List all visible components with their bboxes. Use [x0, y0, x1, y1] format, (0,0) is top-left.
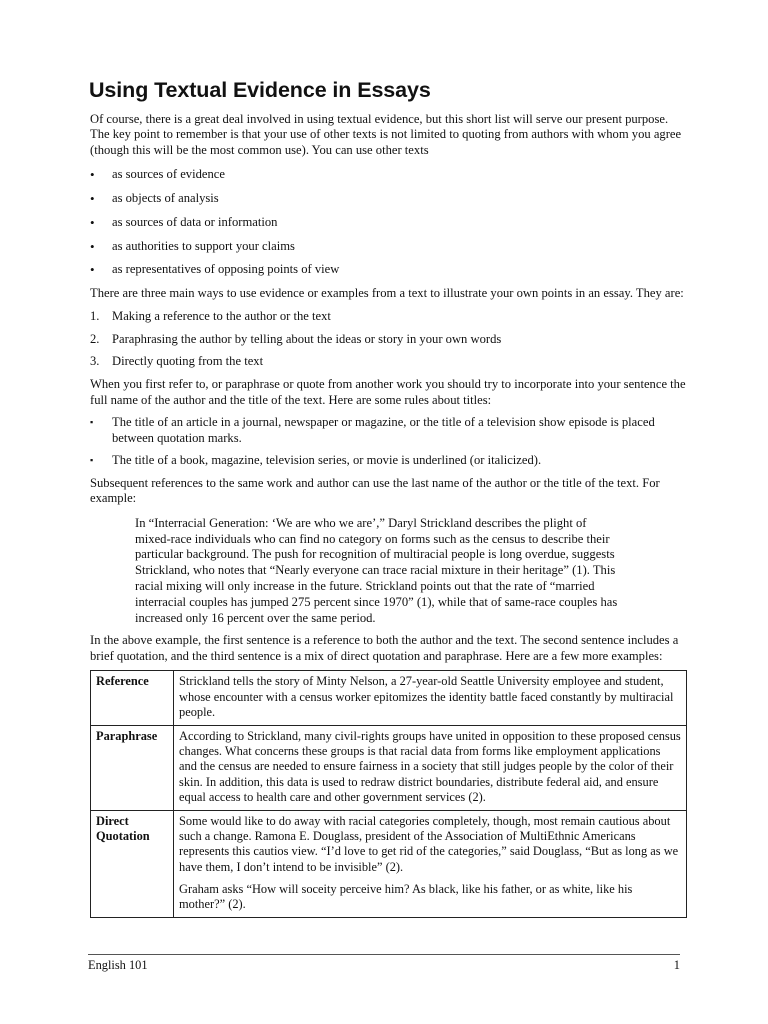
examples-table — [90, 670, 687, 918]
example-paragraph: Graham asks “How will soceity perceive him? As black, like his father, or as white, like his mother?” (2). — [179, 881, 633, 912]
list-item: ▪ The title of a book, magazine, television series, or movie is underlined (or italicized). — [90, 453, 690, 469]
list-item — [90, 309, 690, 325]
list-item: ▪ The title of an article in a journal, newspaper or magazine, or the title of a television show episode is placed between quotation marks. — [90, 415, 690, 446]
table-cell — [174, 726, 687, 811]
page-title: Using Textual Evidence in Essays — [89, 78, 431, 102]
list-item: • as sources of data or information — [90, 215, 690, 231]
list-number: 2. — [90, 331, 100, 346]
table-row-label: Direct Quotation — [91, 811, 174, 918]
list-item-text: Paraphrasing the author by telling about the ideas or story in your own words — [112, 331, 502, 346]
titles-intro-paragraph: When you first refer to, or paraphrase or quote from another work you should try to incorporate into your sentence the full name of the author and the title of the text. Here are some rules about titles: — [90, 377, 686, 407]
table-cell — [174, 811, 687, 918]
footer-course: English 101 — [88, 958, 148, 972]
footer-divider — [88, 954, 680, 955]
table-row — [91, 671, 687, 726]
list-item: • as sources of evidence — [90, 167, 690, 183]
document-body — [90, 78, 690, 918]
table-row — [91, 811, 687, 918]
ways-list — [90, 309, 690, 370]
list-item — [90, 332, 690, 348]
list-item: • as authorities to support your claims — [90, 239, 690, 255]
uses-list — [90, 167, 690, 278]
list-number: 3. — [90, 354, 100, 369]
list-item-text: Making a reference to the author or the text — [112, 308, 331, 323]
example-paragraph: According to Strickland, many civil-rights groups have united in opposition to these proposed census changes. What concerns these groups is that racial data from forms like employment applications and the census are needed to ensure fairness in a society that still judges people by the color of their skin. In addition, this data is used to redraw district boundaries, distribute federal aid, and ensure equal access to health care and other government services (2). — [179, 729, 681, 804]
list-number: 1. — [90, 308, 100, 323]
page-number: 1 — [673, 958, 680, 972]
after-example-paragraph: In the above example, the first sentence is a reference to both the author and the text. The second sentence includes a brief quotation, and the third sentence is a mix of direct quotation and paraphrase. Here are a few more examples: — [90, 633, 679, 663]
ways-intro-paragraph: There are three main ways to use evidence or examples from a text to illustrate your own points in an essay. They are: — [90, 286, 684, 301]
list-item-text: Directly quoting from the text — [112, 354, 264, 369]
example-paragraph: Some would like to do away with racial categories completely, though, most remain cautious about such a change. Ramona E. Douglass, president of the Association of MultiEthnic Americans represents this cautios view. “I’d love to get rid of the categories,” said Douglass, “But as long as we have them, I don’t intend to be invisible” (2). — [179, 814, 679, 874]
list-item — [90, 354, 690, 370]
subsequent-paragraph: Subsequent references to the same work and author can use the last name of the author or the title of the text. For example: — [90, 475, 660, 506]
table-row — [91, 726, 687, 811]
table-row-label: Paraphrase — [91, 726, 174, 811]
table-row-label: Reference — [91, 671, 174, 726]
list-item: • as representatives of opposing points of view — [90, 262, 690, 278]
example-paragraph: Strickland tells the story of Minty Nelson, a 27-year-old Seattle University employee and student, whose encounter with a census worker epitomizes the identity battle faced constantly by multiracial people. — [179, 674, 674, 719]
table-cell — [174, 671, 687, 726]
list-item: • as objects of analysis — [90, 191, 690, 207]
title-rules-list — [90, 415, 690, 469]
block-quote: In “Interracial Generation: ‘We are who we are’,” Daryl Strickland describes the plight of mixed-race individuals who can find no category on forms such as the census to describe their particular background. The push for recognition of multiracial people is long overdue, suggests Strickland, who notes that “Nearly everyone can trace racial mixture in their heritage” (1). This racial mixing will only increase in the future. Strickland points out that the rate of “married interracial couples has jumped 275 percent since 1970” (1), while that of same-race couples has increased only 16 percent over the same period. — [135, 515, 618, 625]
intro-paragraph: Of course, there is a great deal involved in using textual evidence, but this short list will serve our present purpose. The key point to remember is that your use of other texts is not limited to quoting from authors with whom you agree (though this will be the most common use). You can use other texts — [90, 111, 682, 157]
